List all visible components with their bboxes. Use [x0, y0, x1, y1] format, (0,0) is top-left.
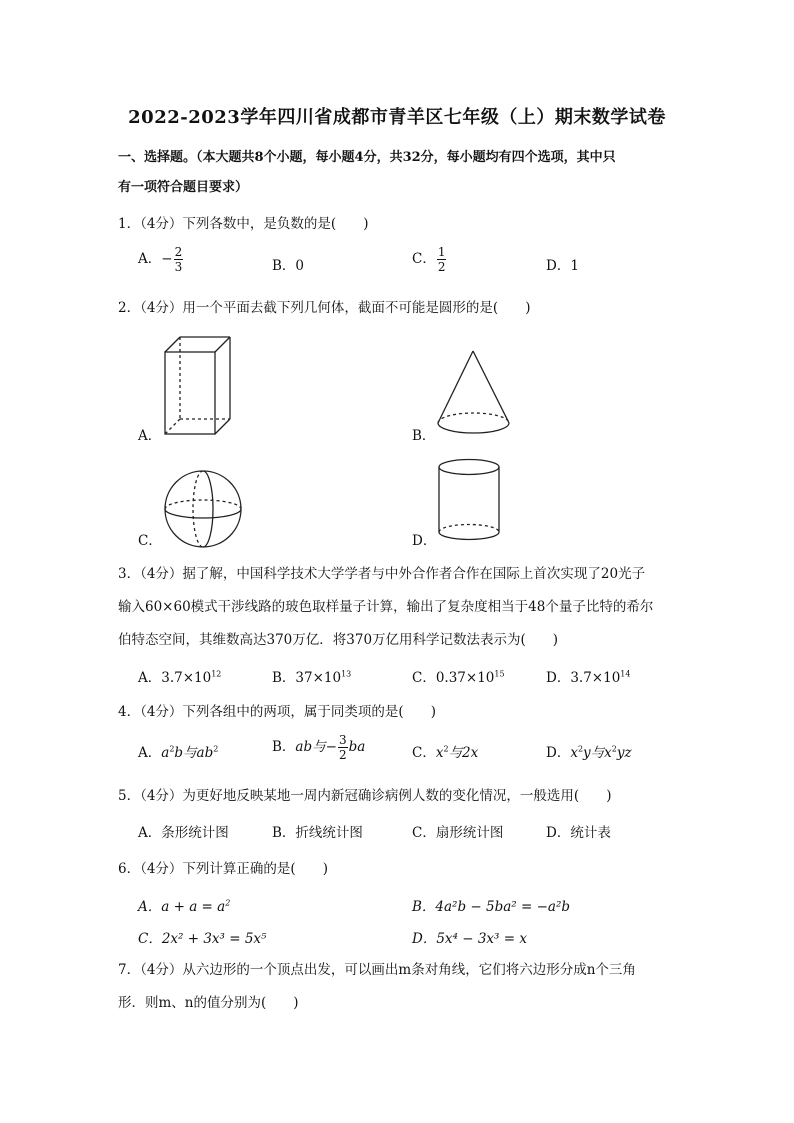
cylinder-figure [437, 458, 507, 548]
q3-line-3: 伯特态空间，其维数高达370万亿．将370万亿用科学记数法表示为( ) [118, 632, 559, 648]
q1-option-c-fraction: $\frac{1}{2}$ [437, 245, 446, 274]
q2-option-d[interactable]: D． [412, 533, 437, 549]
q5-option-d[interactable]: D．统计表 [546, 825, 611, 841]
q1-option-a-fraction: $\frac{2}{3}$ [174, 245, 183, 274]
q1-option-d[interactable]: D．1 [546, 258, 579, 274]
q5-stem: 5．（4分）为更好地反映某地一周内新冠确诊病例人数的变化情况，一般选用( ) [118, 788, 612, 804]
q5-option-b[interactable]: B．折线统计图 [272, 825, 363, 841]
q7-line-1: 7．（4分）从六边形的一个顶点出发，可以画出m条对角线，它们将六边形分成n个三角 [118, 962, 636, 978]
q3-line-1: 3．（4分）据了解，中国科学技术大学学者与中外合作者合作在国际上首次实现了20光子 [118, 566, 646, 582]
q1-option-b[interactable]: B．0 [272, 258, 305, 274]
q1-option-a-label: A．− [138, 251, 173, 267]
section-heading-line-2: 有一项符合题目要求） [118, 180, 249, 195]
q6-stem: 6．（4分）下列计算正确的是( ) [118, 861, 328, 877]
q4-option-b-fraction: $\frac{3}{2}$ [338, 733, 347, 762]
sphere-figure [163, 470, 243, 548]
q6-option-d[interactable]: D．5x⁴ − 3x³ = x [412, 931, 527, 947]
q2-option-a[interactable]: A． [138, 428, 162, 444]
q3-option-c[interactable]: C．$0.37\times 10^{15}$ [412, 669, 505, 686]
q3-option-d[interactable]: D．$3.7\times 10^{14}$ [546, 669, 631, 686]
q3-line-2: 输入60×60模式干涉线路的玻色取样量子计算，输出了复杂度相当于48个量子比特的希尔 [118, 599, 654, 615]
section-heading-line-1: 一、选择题。（本大题共8个小题，每小题4分，共32分，每小题均有四个选项，其中只 [118, 150, 616, 165]
cone-figure [436, 348, 516, 438]
q6-option-b[interactable]: B．4a²b − 5ba² = −a²b [412, 899, 571, 915]
q4-option-d[interactable]: D．$x^2y$与$x^2yz$ [546, 744, 632, 761]
q5-option-c[interactable]: C．扇形统计图 [412, 825, 504, 841]
q6-option-a[interactable]: A．$a + a = a^2$ [138, 898, 231, 915]
q2-option-b[interactable]: B． [412, 428, 436, 444]
rectangular-prism-figure [158, 335, 238, 440]
q4-option-a[interactable]: A．$a^2b$与$ab^2$ [138, 744, 219, 761]
q3-option-b[interactable]: B．$37\times 10^{13}$ [272, 669, 352, 686]
q4-stem: 4．（4分）下列各组中的两项，属于同类项的是( ) [118, 704, 436, 720]
page-title: 2022-2023学年四川省成都市青羊区七年级（上）期末数学试卷 [128, 107, 666, 128]
q3-option-a[interactable]: A．$3.7\times 10^{12}$ [138, 669, 222, 686]
q1-stem: 1．（4分）下列各数中，是负数的是( ) [118, 216, 369, 232]
q1-option-a[interactable] [138, 245, 184, 274]
q7-line-2: 形．则m、n的值分别为( ) [118, 995, 299, 1011]
q4-option-b[interactable]: B．ab与− $\frac{3}{2}$ ba [272, 733, 366, 762]
q2-option-c[interactable]: C． [138, 533, 162, 549]
q1-option-c[interactable] [412, 245, 447, 274]
q1-option-c-label: C． [412, 251, 436, 267]
q4-option-c[interactable]: C．$x^2$与2x [412, 744, 479, 761]
q5-option-a[interactable]: A．条形统计图 [138, 825, 229, 841]
q2-stem: 2．（4分）用一个平面去截下列几何体，截面不可能是圆形的是( ) [118, 300, 531, 316]
q6-option-c[interactable]: C．2x² + 3x³ = 5x⁵ [138, 931, 267, 947]
